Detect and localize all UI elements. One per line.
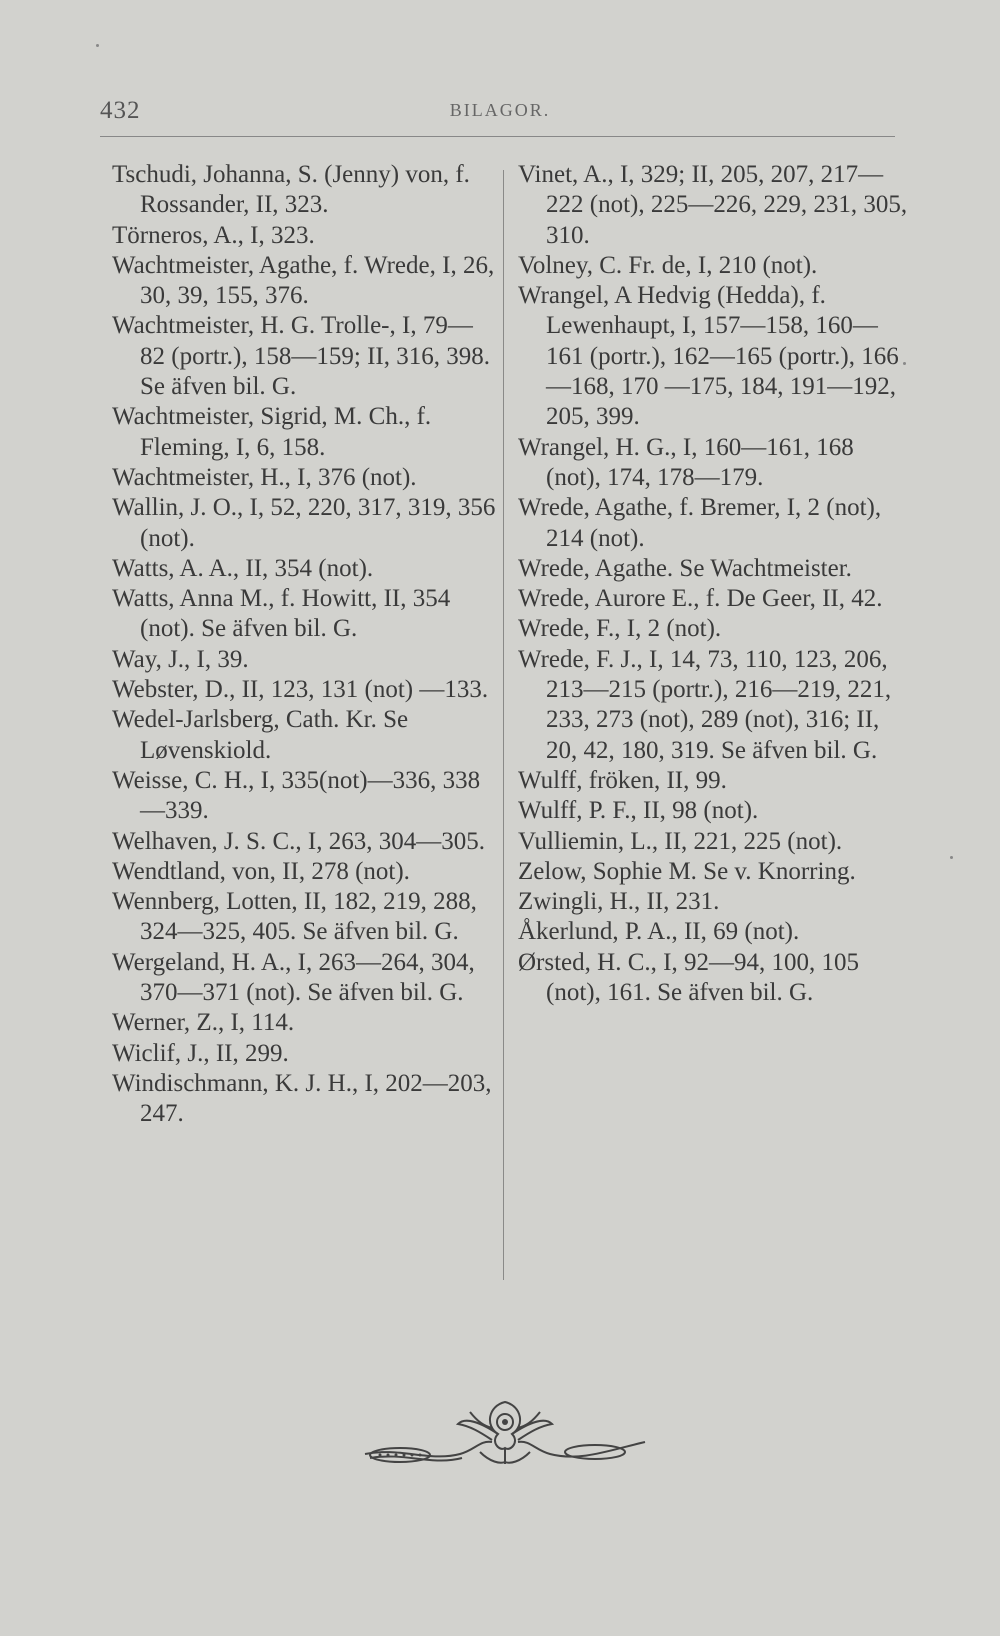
- index-entry: Wachtmeister, H. G. Trolle-, I, 79—82 (portr.), 158—159; II, 316, 398. Se äfven bil. G.: [112, 312, 490, 401]
- index-entry: Wiclif, J., II, 299.: [112, 1039, 289, 1067]
- index-entry: Wrede, Agathe. Se Wachtmeister.: [518, 554, 852, 582]
- index-entry: Wrangel, H. G., I, 160—161, 168 (not), 174, 178—179.: [518, 433, 854, 491]
- index-entry: Watts, Anna M., f. Howitt, II, 354 (not). Se äfven bil. G.: [112, 585, 451, 643]
- index-entry: Törneros, A., I, 323.: [112, 221, 315, 249]
- index-entry: Wallin, J. O., I, 52, 220, 317, 319, 356 (not).: [112, 494, 496, 552]
- paper-speck: [96, 44, 99, 47]
- right-column: [518, 160, 908, 1008]
- paper-speck: [903, 362, 906, 365]
- page-number: 432: [100, 97, 141, 124]
- index-entry: Wennberg, Lotten, II, 182, 219, 288, 324—325, 405. Se äfven bil. G.: [112, 888, 477, 946]
- index-entry: Welhaven, J. S. C., I, 263, 304—305.: [112, 827, 485, 855]
- index-entry: Wendtland, von, II, 278 (not).: [112, 857, 410, 885]
- index-entry: Wrede, Agathe, f. Bremer, I, 2 (not), 214 (not).: [518, 494, 882, 552]
- index-entry: Werner, Z., I, 114.: [112, 1009, 295, 1037]
- index-entry: Ørsted, H. C., I, 92—94, 100, 105 (not), 161. Se äfven bil. G.: [518, 948, 859, 1007]
- index-entry: Wachtmeister, H., I, 376 (not).: [112, 463, 417, 491]
- index-entry: Volney, C. Fr. de, I, 210 (not).: [518, 251, 818, 279]
- index-entry: Wrede, F., I, 2 (not).: [518, 615, 722, 643]
- index-entry: Watts, A. A., II, 354 (not).: [112, 554, 374, 582]
- header-rule: [100, 136, 895, 137]
- index-entry: Wergeland, H. A., I, 263—264, 304, 370—371 (not). Se äfven bil. G.: [112, 948, 475, 1007]
- left-column: [112, 160, 497, 1130]
- index-entry: Wulff, P. F., II, 98 (not).: [518, 797, 759, 825]
- index-entry: Windischmann, K. J. H., I, 202—203, 247.: [112, 1069, 492, 1128]
- index-entry: Tschudi, Johanna, S. (Jenny) von, f. Rossander, II, 323.: [112, 161, 470, 219]
- column-divider: [503, 170, 504, 1280]
- index-entry: Zelow, Sophie M. Se v. Knorring.: [518, 857, 856, 885]
- floral-tailpiece-icon: [360, 1392, 650, 1482]
- index-entry: Wrangel, A Hedvig (Hedda), f. Lewenhaupt, I, 157—158, 160—161 (portr.), 162—165 (portr.), 166—168, 170 —175, 184, 191—192, 205, 399.: [518, 282, 899, 431]
- index-entry: Wulff, fröken, II, 99.: [518, 766, 727, 794]
- index-entry: Webster, D., II, 123, 131 (not) —133.: [112, 676, 489, 704]
- paper-speck: [950, 856, 953, 859]
- index-entry: Åkerlund, P. A., II, 69 (not).: [518, 918, 800, 946]
- index-entry: Wrede, F. J., I, 14, 73, 110, 123, 206, 213—215 (portr.), 216—219, 221, 233, 273 (not), 289 (not), 316; II, 20, 42, 180, 319. Se äfven bil. G.: [518, 645, 892, 764]
- index-entry: Wedel-Jarlsberg, Cath. Kr. Se Løvenskiold.: [112, 706, 409, 764]
- index-entry: Weisse, C. H., I, 335(not)—336, 338—339.: [112, 766, 481, 825]
- running-head: BILAGOR.: [449, 100, 551, 120]
- index-entry: Zwingli, H., II, 231.: [518, 888, 720, 916]
- index-entry: Wachtmeister, Sigrid, M. Ch., f. Fleming, I, 6, 158.: [112, 403, 432, 461]
- index-entry: Vinet, A., I, 329; II, 205, 207, 217—222 (not), 225—226, 229, 231, 305, 310.: [518, 161, 908, 249]
- index-entry: Wachtmeister, Agathe, f. Wrede, I, 26, 30, 39, 155, 376.: [112, 251, 495, 310]
- index-entry: Way, J., I, 39.: [112, 645, 249, 673]
- index-entry: Wrede, Aurore E., f. De Geer, II, 42.: [518, 585, 883, 613]
- index-entry: Vulliemin, L., II, 221, 225 (not).: [518, 827, 843, 855]
